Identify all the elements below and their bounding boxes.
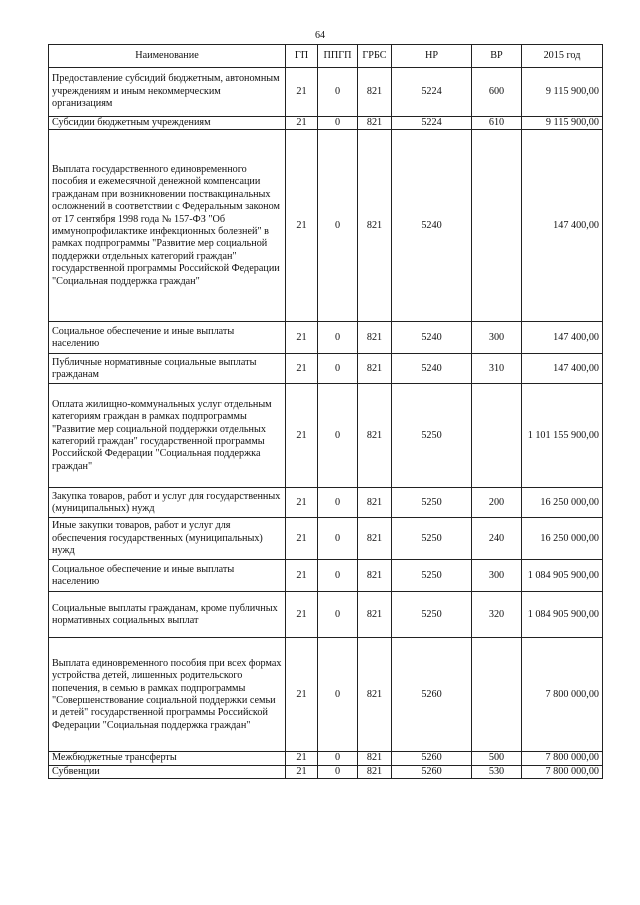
row-np: 5260 xyxy=(392,638,472,752)
row-name: Социальное обеспечение и иные выплаты населению xyxy=(49,322,286,354)
row-amount: 1 101 155 900,00 xyxy=(522,384,603,488)
row-name: Публичные нормативные социальные выплаты гражданам xyxy=(49,354,286,384)
row-grbs: 821 xyxy=(358,765,392,778)
row-name: Социальные выплаты гражданам, кроме публичных нормативных социальных выплат xyxy=(49,592,286,638)
table-row xyxy=(49,592,603,638)
row-grbs: 821 xyxy=(358,130,392,322)
row-name: Иные закупки товаров, работ и услуг для обеспечения государственных (муниципальных) нужд xyxy=(49,518,286,560)
row-gp: 21 xyxy=(286,384,318,488)
row-pgp: 0 xyxy=(318,752,358,765)
row-amount: 1 084 905 900,00 xyxy=(522,560,603,592)
row-np: 5260 xyxy=(392,765,472,778)
row-gp: 21 xyxy=(286,354,318,384)
row-pgp: 0 xyxy=(318,592,358,638)
row-amount: 7 800 000,00 xyxy=(522,765,603,778)
row-vr: 530 xyxy=(472,765,522,778)
table-row xyxy=(49,130,603,322)
row-grbs: 821 xyxy=(358,518,392,560)
row-np: 5250 xyxy=(392,560,472,592)
row-name: Выплата единовременного пособия при всех формах устройства детей, лишенных родительского попечения, в семью в рамках подпрограммы "Совершенствование социальной поддержки семьи и детей" государственной программы Российской Федерации "Социальная поддержка граждан" xyxy=(49,638,286,752)
table-row xyxy=(49,354,603,384)
row-name: Субсидии бюджетным учреждениям xyxy=(49,117,286,130)
header-vr: ВР xyxy=(472,45,522,68)
table-row xyxy=(49,638,603,752)
row-vr: 320 xyxy=(472,592,522,638)
row-name: Субвенции xyxy=(49,765,286,778)
row-np: 5240 xyxy=(392,322,472,354)
row-grbs: 821 xyxy=(358,384,392,488)
row-grbs: 821 xyxy=(358,68,392,117)
row-np: 5240 xyxy=(392,354,472,384)
row-grbs: 821 xyxy=(358,322,392,354)
row-vr: 300 xyxy=(472,560,522,592)
row-grbs: 821 xyxy=(358,354,392,384)
row-vr xyxy=(472,638,522,752)
row-pgp: 0 xyxy=(318,518,358,560)
row-amount: 7 800 000,00 xyxy=(522,752,603,765)
table-row xyxy=(49,488,603,518)
header-gp: ГП xyxy=(286,45,318,68)
row-np: 5250 xyxy=(392,488,472,518)
row-gp: 21 xyxy=(286,488,318,518)
row-name: Оплата жилищно-коммунальных услуг отдельным категориям граждан в рамках подпрограммы "Развитие мер социальной поддержки отдельных категорий граждан" государственной программы Российской Федерации "Социальная поддержка граждан" xyxy=(49,384,286,488)
row-amount: 147 400,00 xyxy=(522,130,603,322)
table-header-row xyxy=(49,45,603,68)
row-pgp: 0 xyxy=(318,488,358,518)
row-pgp: 0 xyxy=(318,560,358,592)
header-name: Наименование xyxy=(49,45,286,68)
row-gp: 21 xyxy=(286,130,318,322)
table-row xyxy=(49,765,603,778)
row-vr: 300 xyxy=(472,322,522,354)
row-vr: 200 xyxy=(472,488,522,518)
row-pgp: 0 xyxy=(318,638,358,752)
row-name: Закупка товаров, работ и услуг для государственных (муниципальных) нужд xyxy=(49,488,286,518)
row-amount: 16 250 000,00 xyxy=(522,518,603,560)
row-grbs: 821 xyxy=(358,560,392,592)
header-np: НР xyxy=(392,45,472,68)
row-np: 5250 xyxy=(392,518,472,560)
table-row xyxy=(49,322,603,354)
row-amount: 147 400,00 xyxy=(522,354,603,384)
row-name: Социальное обеспечение и иные выплаты населению xyxy=(49,560,286,592)
row-grbs: 821 xyxy=(358,638,392,752)
row-name: Выплата государственного единовременного пособия и ежемесячной денежной компенсации гражданам при возникновении поствакцинальных осложнений в соответствии с Федеральным законом от 17 сентября 1998 года № 157-ФЗ "Об иммунопрофилактике инфекционных болезней" в рамках подпрограммы "Развитие мер социальной поддержки отдельных категорий граждан" государственной программы Российской Федерации "Социальная поддержка граждан" xyxy=(49,130,286,322)
row-amount: 9 115 900,00 xyxy=(522,117,603,130)
row-amount: 16 250 000,00 xyxy=(522,488,603,518)
row-gp: 21 xyxy=(286,322,318,354)
table-row xyxy=(49,518,603,560)
budget-table xyxy=(48,44,603,779)
table-row xyxy=(49,117,603,130)
row-gp: 21 xyxy=(286,518,318,560)
row-amount: 1 084 905 900,00 xyxy=(522,592,603,638)
row-vr: 600 xyxy=(472,68,522,117)
row-amount: 147 400,00 xyxy=(522,322,603,354)
row-gp: 21 xyxy=(286,752,318,765)
row-vr xyxy=(472,130,522,322)
row-np: 5250 xyxy=(392,384,472,488)
row-gp: 21 xyxy=(286,117,318,130)
row-vr: 240 xyxy=(472,518,522,560)
row-vr: 500 xyxy=(472,752,522,765)
row-pgp: 0 xyxy=(318,765,358,778)
row-pgp: 0 xyxy=(318,322,358,354)
row-gp: 21 xyxy=(286,560,318,592)
row-np: 5224 xyxy=(392,68,472,117)
header-year: 2015 год xyxy=(522,45,603,68)
row-grbs: 821 xyxy=(358,592,392,638)
row-name: Межбюджетные трансферты xyxy=(49,752,286,765)
row-np: 5260 xyxy=(392,752,472,765)
row-grbs: 821 xyxy=(358,488,392,518)
row-np: 5224 xyxy=(392,117,472,130)
table-row xyxy=(49,68,603,117)
header-grbs: ГРБС xyxy=(358,45,392,68)
table-row xyxy=(49,384,603,488)
row-gp: 21 xyxy=(286,638,318,752)
row-gp: 21 xyxy=(286,68,318,117)
page-number: 64 xyxy=(315,30,325,41)
row-pgp: 0 xyxy=(318,68,358,117)
row-vr: 610 xyxy=(472,117,522,130)
row-name: Предоставление субсидий бюджетным, автономным учреждениям и иным некоммерческим организациям xyxy=(49,68,286,117)
row-grbs: 821 xyxy=(358,117,392,130)
row-grbs: 821 xyxy=(358,752,392,765)
row-pgp: 0 xyxy=(318,117,358,130)
row-pgp: 0 xyxy=(318,384,358,488)
row-vr: 310 xyxy=(472,354,522,384)
row-gp: 21 xyxy=(286,765,318,778)
table-row xyxy=(49,752,603,765)
row-amount: 9 115 900,00 xyxy=(522,68,603,117)
row-np: 5250 xyxy=(392,592,472,638)
row-amount: 7 800 000,00 xyxy=(522,638,603,752)
table-row xyxy=(49,560,603,592)
row-pgp: 0 xyxy=(318,130,358,322)
row-gp: 21 xyxy=(286,592,318,638)
row-np: 5240 xyxy=(392,130,472,322)
header-pgp: ППГП xyxy=(318,45,358,68)
row-pgp: 0 xyxy=(318,354,358,384)
row-vr xyxy=(472,384,522,488)
